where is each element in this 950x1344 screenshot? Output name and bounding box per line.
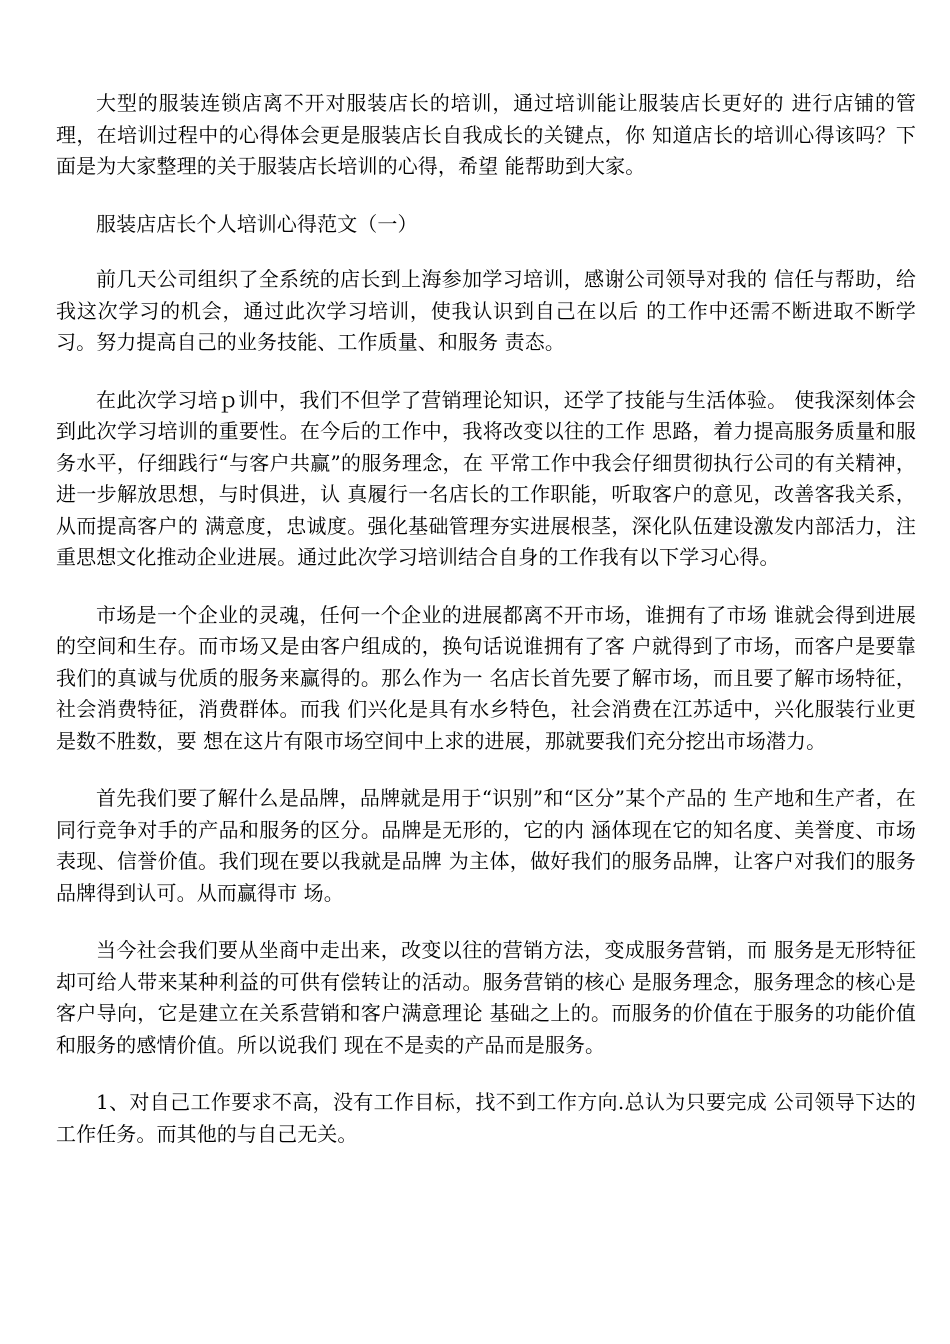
body-paragraph: 前几天公司组织了全系统的店长到上海参加学习培训，感谢公司领导对我的 信任与帮助，给我这次学习的机会，通过此次学习培训，使我认识到自己在以后 的工作中还需不断进取不断学习。努力提高自己的业务技能、工作质量、和服务 责态。 xyxy=(56,267,916,354)
body-paragraph: 首先我们要了解什么是品牌，品牌就是用于“识别”和“区分”某个产品的 生产地和生产者，在同行竞争对手的产品和服务的区分。品牌是无形的，它的内 涵体现在它的知名度、美誉度、市场表现、信誉价值。我们现在要以我就是品牌 为主体，做好我们的服务品牌，让客户对我们的服务品牌得到认可。从而赢得市 场。 xyxy=(56,786,916,905)
body-paragraph: 在此次学习培ｐ训中，我们不但学了营销理论知识，还学了技能与生活体验。 使我深刻体会到此次学习培训的重要性。在今后的工作中，我将改变以往的工作 思路，着力提高服务质量和服务水平，仔细践行“与客户共赢”的服务理念，在 平常工作中我会仔细贯彻执行公司的有关精神，进一步解放思想，与时俱进，认 真履行一名店长的工作职能，听取客户的意见，改善客我关系，从而提高客户的 满意度，忠诚度。强化基础管理夯实进展根茎，深化队伍建设激发内部活力，注 重思想文化推动企业进展。通过此次学习培训结合自身的工作我有以下学习心得。 xyxy=(56,387,916,569)
document-page xyxy=(56,88,916,1176)
intro-paragraph: 大型的服装连锁店离不开对服装店长的培训，通过培训能让服装店长更好的 进行店铺的管理，在培训过程中的心得体会更是服装店长自我成长的关键点，你 知道店长的培训心得该吗？下面是为大家整理的关于服装店长培训的心得，希望 能帮助到大家。 xyxy=(56,91,916,178)
body-paragraph: 市场是一个企业的灵魂，任何一个企业的进展都离不开市场，谁拥有了市场 谁就会得到进展的空间和生存。而市场又是由客户组成的，换句话说谁拥有了客 户就得到了市场，而客户是要靠我们的真诚与优质的服务来赢得的。那么作为一 名店长首先要了解市场，而且要了解市场特征，社会消费特征，消费群体。而我 们兴化是具有水乡特色，社会消费在江苏适中，兴化服装行业更是数不胜数，要 想在这片有限市场空间中上求的进展，那就要我们充分挖出市场潜力。 xyxy=(56,602,916,753)
section-heading: 服装店店长个人培训心得范文（一） xyxy=(96,211,418,236)
list-item-paragraph: 1、对自己工作要求不高，没有工作目标，找不到工作方向.总认为只要完成 公司领导下达的工作任务。而其他的与自己无关。 xyxy=(56,1090,916,1146)
body-paragraph: 当今社会我们要从坐商中走出来，改变以往的营销方法，变成服务营销，而 服务是无形特征却可给人带来某种利益的可供有偿转让的活动。服务营销的核心 是服务理念，服务理念的核心是客户导向，它是建立在关系营销和客户满意理论 基础之上的。而服务的价值在于服务的功能价值和服务的感情价值。所以说我们 现在不是卖的产品而是服务。 xyxy=(56,938,916,1057)
